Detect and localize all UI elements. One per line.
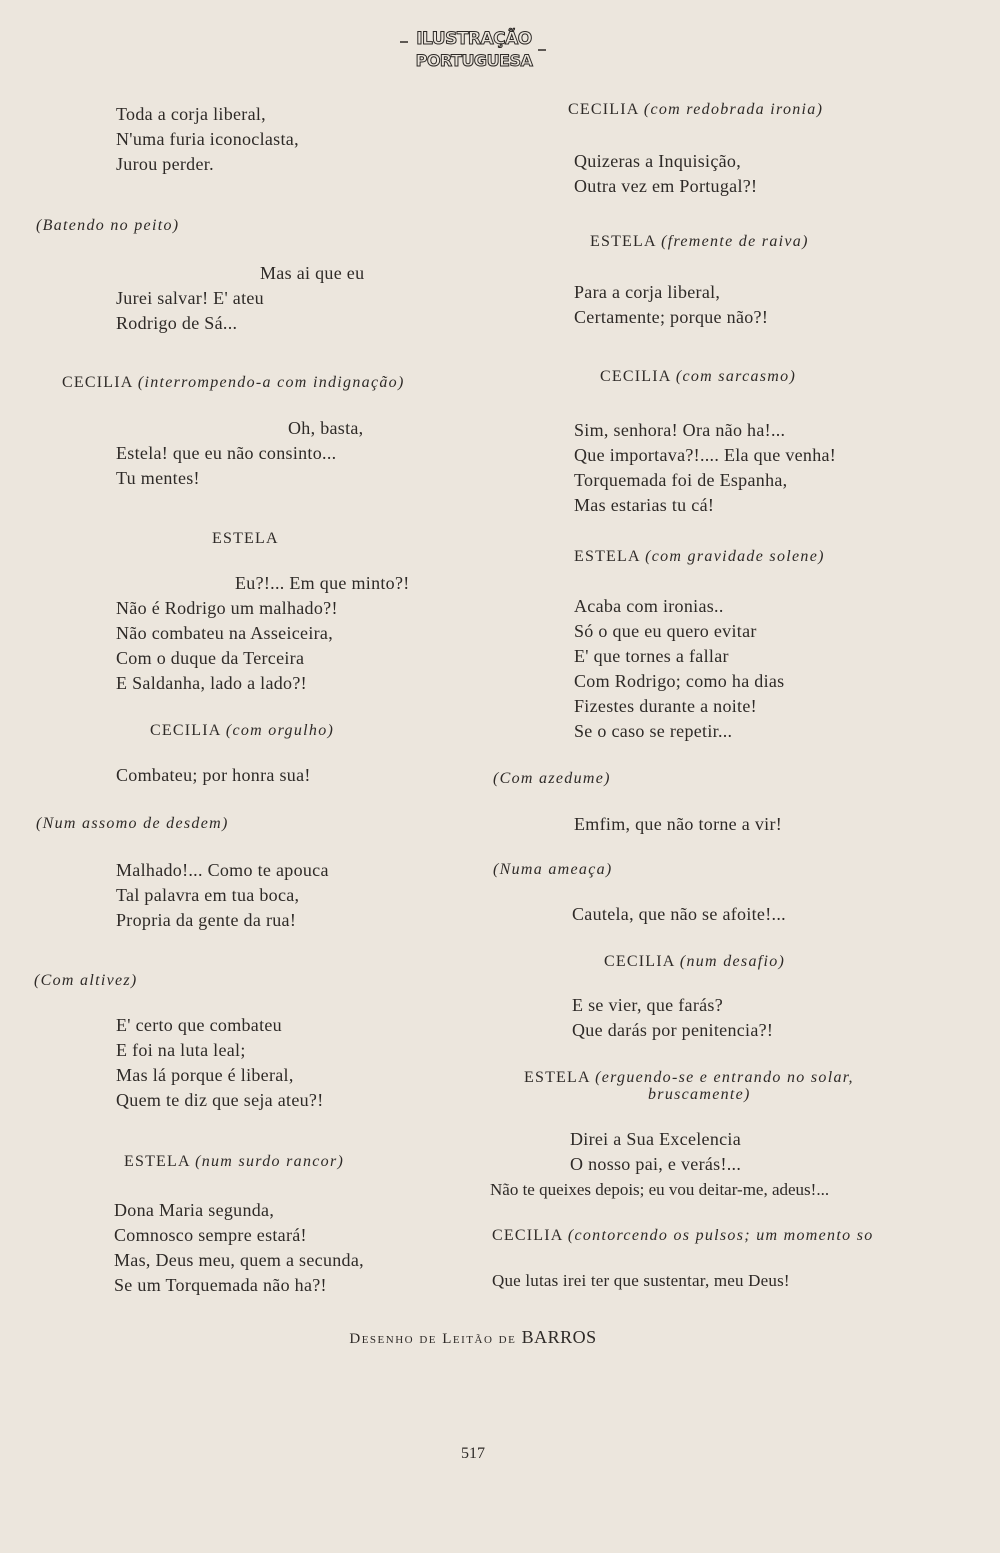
speaker-direction: (fremente de raiva)	[661, 233, 809, 250]
verse-block: E se vier, que farás? Que darás por penitencia?!	[572, 995, 774, 1040]
speaker-direction: (com gravidade solene)	[645, 548, 825, 565]
stage-direction: (Com altivez)	[34, 972, 138, 989]
stage-direction: (Numa ameaça)	[493, 861, 613, 878]
speaker-name: CECILIA	[150, 722, 221, 739]
stage-direction: (Com azedume)	[493, 770, 611, 787]
verse-block: Estela! que eu não consinto... Tu mentes!	[116, 443, 337, 488]
speaker-name: ESTELA	[124, 1153, 190, 1170]
speaker-heading	[62, 374, 405, 392]
verse-block: Para a corja liberal, Certamente; porque não?!	[574, 282, 769, 327]
speaker-heading	[604, 953, 785, 971]
speaker-name: ESTELA	[574, 548, 640, 565]
speaker-name: CECILIA	[568, 101, 639, 118]
verse-block: Combateu; por honra sua!	[116, 765, 311, 785]
stage-direction: (Num assomo de desdem)	[36, 815, 229, 832]
speaker-heading	[492, 1227, 874, 1245]
verse-block: Quizeras a Inquisição, Outra vez em Portugal?!	[574, 151, 758, 196]
verse-block: Não é Rodrigo um malhado?! Não combateu na Asseiceira, Com o duque da Terceira E Saldanha, lado a lado?!	[116, 598, 338, 693]
speaker-name: ESTELA	[524, 1069, 590, 1086]
speaker-heading	[574, 548, 825, 566]
verse-block: Cautela, que não se afoite!...	[572, 904, 786, 924]
verse-line: Oh, basta,	[288, 418, 364, 438]
masthead-logo	[398, 20, 548, 72]
speaker-name: ESTELA	[590, 233, 656, 250]
speaker-direction: (contorcendo os pulsos; um momento so	[567, 1227, 874, 1244]
verse-block: Malhado!... Como te apouca Tal palavra em tua boca, Propria da gente da rua!	[116, 860, 329, 930]
speaker-direction-cont: bruscamente)	[648, 1086, 751, 1103]
speaker-name: CECILIA	[604, 953, 675, 970]
verse-block: Emfim, que não torne a vir!	[574, 814, 783, 834]
speaker-heading	[600, 368, 796, 386]
speaker-name: ESTELA	[212, 530, 279, 547]
speaker-direction: (com redobrada ironia)	[643, 101, 824, 118]
verse-block: E' certo que combateu E foi na luta leal; Mas lá porque é liberal, Quem te diz que seja ateu?!	[116, 1015, 324, 1110]
credit-prefix: Desenho de Leitão de	[349, 1331, 517, 1347]
speaker-heading	[524, 1069, 854, 1087]
verse-block: Dona Maria segunda, Comnosco sempre estará! Mas, Deus meu, quem a secunda, Se um Torquemada não ha?!	[114, 1200, 364, 1295]
verse-block: Toda a corja liberal, N'uma furia iconoclasta, Jurou perder.	[116, 104, 299, 174]
speaker-direction: (erguendo-se e entrando no solar,	[595, 1069, 854, 1086]
speaker-direction: (com sarcasmo)	[675, 368, 797, 385]
speaker-heading	[124, 1153, 344, 1171]
page-number: 517	[461, 1445, 485, 1462]
verse-block: Acaba com ironias.. Só o que eu quero evitar E' que tornes a fallar Com Rodrigo; como ha dias Fizestes durante a noite! Se o caso se repetir...	[574, 596, 785, 741]
speaker-direction: (com orgulho)	[225, 722, 335, 739]
speaker-name: CECILIA	[492, 1227, 563, 1244]
verse-block: Jurei salvar! E' ateu Rodrigo de Sá...	[116, 288, 264, 333]
masthead-line2: PORTUGUESA	[415, 51, 533, 70]
speaker-direction: (num surdo rancor)	[195, 1153, 345, 1170]
verse-block: Direi a Sua Excelencia O nosso pai, e verás!...	[570, 1129, 742, 1174]
verse-block: Sim, senhora! Ora não ha!... Que importava?!.... Ela que venha! Torquemada foi de Espanha, Mas estarias tu cá!	[574, 420, 837, 515]
verse-line: Eu?!... Em que minto?!	[235, 573, 410, 593]
speaker-heading	[568, 101, 823, 119]
credit-name: BARROS	[521, 1327, 597, 1347]
speaker-heading	[150, 722, 334, 740]
verse-line: Mas ai que eu	[260, 263, 365, 283]
verse-line: Que lutas irei ter que sustentar, meu Deus!	[492, 1271, 790, 1290]
speaker-direction: (num desafio)	[679, 953, 786, 970]
speaker-name: CECILIA	[62, 374, 133, 391]
speaker-direction: (interrompendo-a com indignação)	[137, 374, 405, 391]
verse-line: Não te queixes depois; eu vou deitar-me, adeus!...	[490, 1180, 830, 1199]
stage-direction: (Batendo no peito)	[36, 217, 180, 234]
speaker-heading	[212, 530, 279, 548]
speaker-heading	[590, 233, 809, 251]
speaker-name: CECILIA	[600, 368, 671, 385]
illustration-credit	[0, 1327, 946, 1348]
masthead-line1: ILUSTRAÇÃO	[416, 29, 532, 49]
